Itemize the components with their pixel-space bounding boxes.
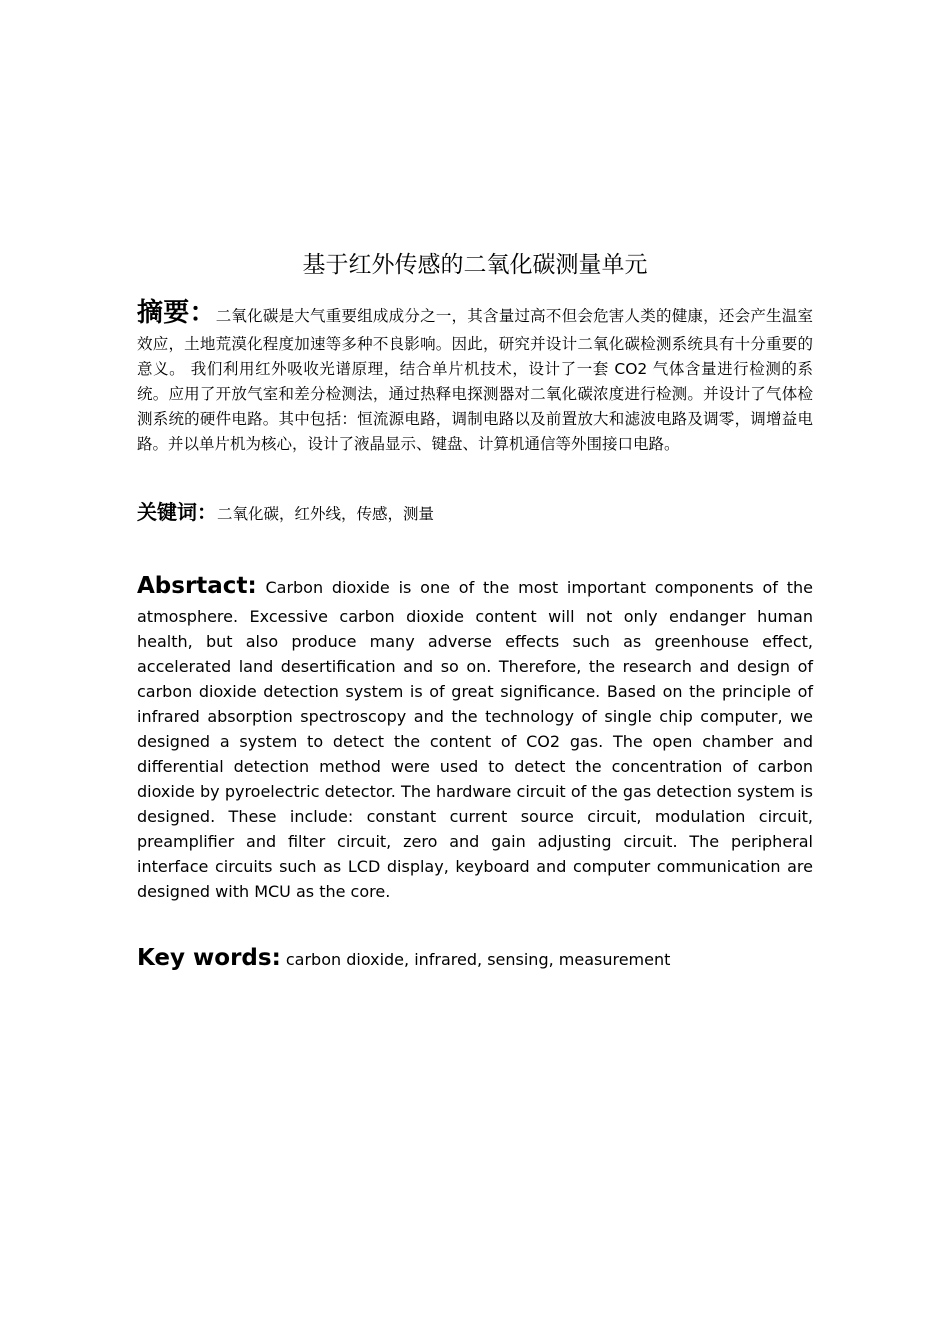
chinese-keywords-label: 关键词： xyxy=(137,500,217,524)
chinese-abstract xyxy=(137,294,813,457)
english-keywords-label: Key words: xyxy=(137,945,281,971)
chinese-abstract-text: 二氧化碳是大气重要组成成分之一，其含量过高不但会危害人类的健康，还会产生温室效应，土地荒漠化程度加速等多种不良影响。因此，研究并设计二氧化碳检测系统具有十分重要的意义。 我们利用红外吸收光谱原理，结合单片机技术，设计了一套 CO2 气体含量进行检测的系统。应用了开放气室和差分检测法，通过热释电探测器对二氧化碳浓度进行检测。并设计了气体检测系统的硬件电路。其中包括：恒流源电路，调制电路以及前置放大和滤波电路及调零，调增益电路。并以单片机为核心，设计了液晶显示、键盘、计算机通信等外围接口电路。 xyxy=(137,307,813,453)
english-keywords-text: carbon dioxide, infrared, sensing, measurement xyxy=(285,950,671,969)
english-abstract xyxy=(137,568,813,904)
english-abstract-label: Absrtact: xyxy=(137,573,257,599)
document-title: 基于红外传感的二氧化碳测量单元 xyxy=(302,252,648,278)
chinese-abstract-label: 摘要： xyxy=(137,298,216,328)
english-abstract-text: Carbon dioxide is one of the most important components of the atmosphere. Excessive carbon dioxide content will not only endanger human health, but also produce many adverse effects such as greenhouse effect, accelerated land desertification and so on. Therefore, the research and design of carbon dioxide detection system is of great significance. Based on the principle of infrared absorption spectroscopy and the technology of single chip computer, we designed a system to detect the content of CO2 gas. The open chamber and differential detection method were used to detect the concentration of carbon dioxide by pyroelectric detector. The hardware circuit of the gas detection system is designed. These include: constant current source circuit, modulation circuit, preamplifier and filter circuit, zero and gain adjusting circuit. The peripheral interface circuits such as LCD display, keyboard and computer communication are designed with MCU as the core. xyxy=(137,578,813,901)
chinese-keywords xyxy=(137,498,813,528)
english-keywords xyxy=(137,940,813,978)
chinese-keywords-text: 二氧化碳，红外线，传感，测量 xyxy=(217,505,435,523)
